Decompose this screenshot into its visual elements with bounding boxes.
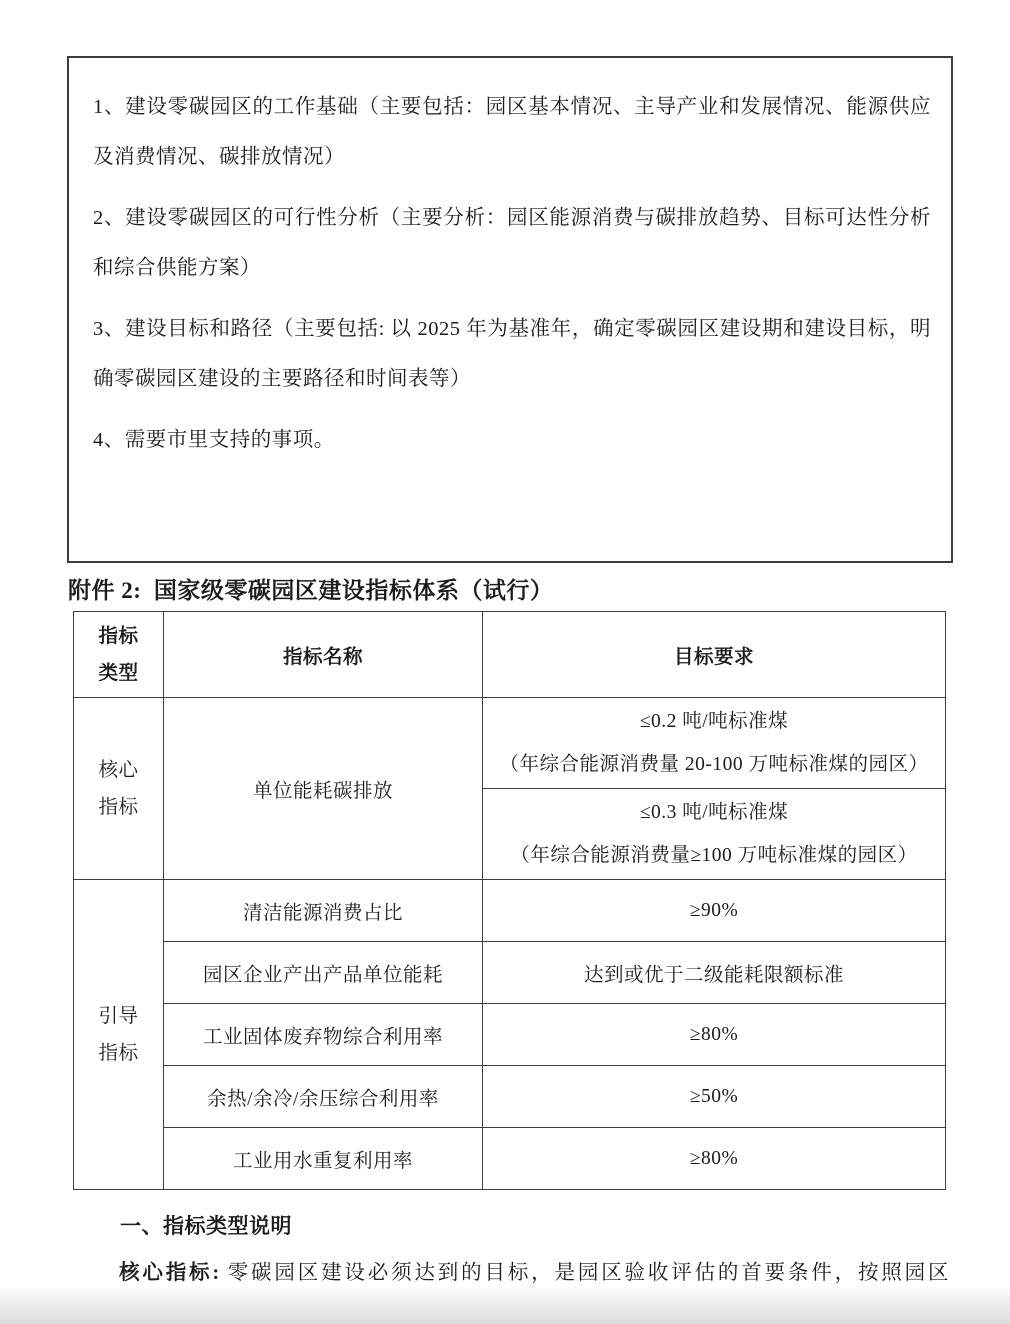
section-heading: 一、指标类型说明 xyxy=(120,1214,292,1238)
notice-item-2: 2、建设零碳园区的可行性分析（主要分析：园区能源消费与碳排放趋势、目标可达性分析和综合供能方案） xyxy=(93,207,931,279)
cell-guide-indicator-5: 工业用水重复利用率 xyxy=(164,1128,483,1190)
cell-guide-indicator-3: 工业固体废弃物综合利用率 xyxy=(164,1004,483,1066)
notice-box xyxy=(67,56,953,563)
cell-guide-target-2: 达到或优于二级能耗限额标准 xyxy=(483,942,946,1004)
page-bottom-fade xyxy=(0,1286,1010,1324)
header-indicator-type: 指标 类型 xyxy=(74,612,164,698)
cell-guide-type: 引导 指标 xyxy=(74,880,164,1190)
cell-guide-indicator-4: 余热/余冷/余压综合利用率 xyxy=(164,1066,483,1128)
guide-row-5 xyxy=(74,1128,946,1190)
core-indicator-text: 零碳园区建设必须达到的目标，是园区验收评估的首要条件，按照园区 xyxy=(219,1262,950,1284)
header-target-requirement: 目标要求 xyxy=(483,612,946,698)
cell-guide-indicator-1: 清洁能源消费占比 xyxy=(164,880,483,942)
cell-guide-target-3: ≥80% xyxy=(483,1004,946,1066)
cell-core-target-2: ≤0.3 吨/吨标准煤 （年综合能源消费量≥100 万吨标准煤的园区） xyxy=(483,789,946,880)
guide-row-4 xyxy=(74,1066,946,1128)
indicator-table xyxy=(73,611,946,1190)
cell-guide-target-4: ≥50% xyxy=(483,1066,946,1128)
cell-core-type: 核心 指标 xyxy=(74,698,164,880)
guide-row-2 xyxy=(74,942,946,1004)
core-indicator-lead: 核心指标: xyxy=(119,1262,220,1284)
guide-row-1 xyxy=(74,880,946,942)
core-indicator-paragraph xyxy=(75,1256,949,1290)
notice-item-4: 4、需要市里支持的事项。 xyxy=(93,429,335,451)
header-indicator-name: 指标名称 xyxy=(164,612,483,698)
cell-guide-target-1: ≥90% xyxy=(483,880,946,942)
notice-item-3: 3、建设目标和路径（主要包括: 以 2025 年为基准年，确定零碳园区建设期和建设目标，明确零碳园区建设的主要路径和时间表等） xyxy=(93,318,931,390)
core-row-1 xyxy=(74,698,946,789)
notice-item-1: 1、建设零碳园区的工作基础（主要包括：园区基本情况、主导产业和发展情况、能源供应及消费情况、碳排放情况） xyxy=(93,96,931,168)
table-header-row xyxy=(74,612,946,698)
guide-row-3 xyxy=(74,1004,946,1066)
cell-guide-indicator-2: 园区企业产出产品单位能耗 xyxy=(164,942,483,1004)
cell-core-indicator: 单位能耗碳排放 xyxy=(164,698,483,880)
cell-core-target-1: ≤0.2 吨/吨标准煤 （年综合能源消费量 20-100 万吨标准煤的园区） xyxy=(483,698,946,789)
attachment-title: 附件 2: 国家级零碳园区建设指标体系（试行） xyxy=(68,578,554,603)
cell-guide-target-5: ≥80% xyxy=(483,1128,946,1190)
